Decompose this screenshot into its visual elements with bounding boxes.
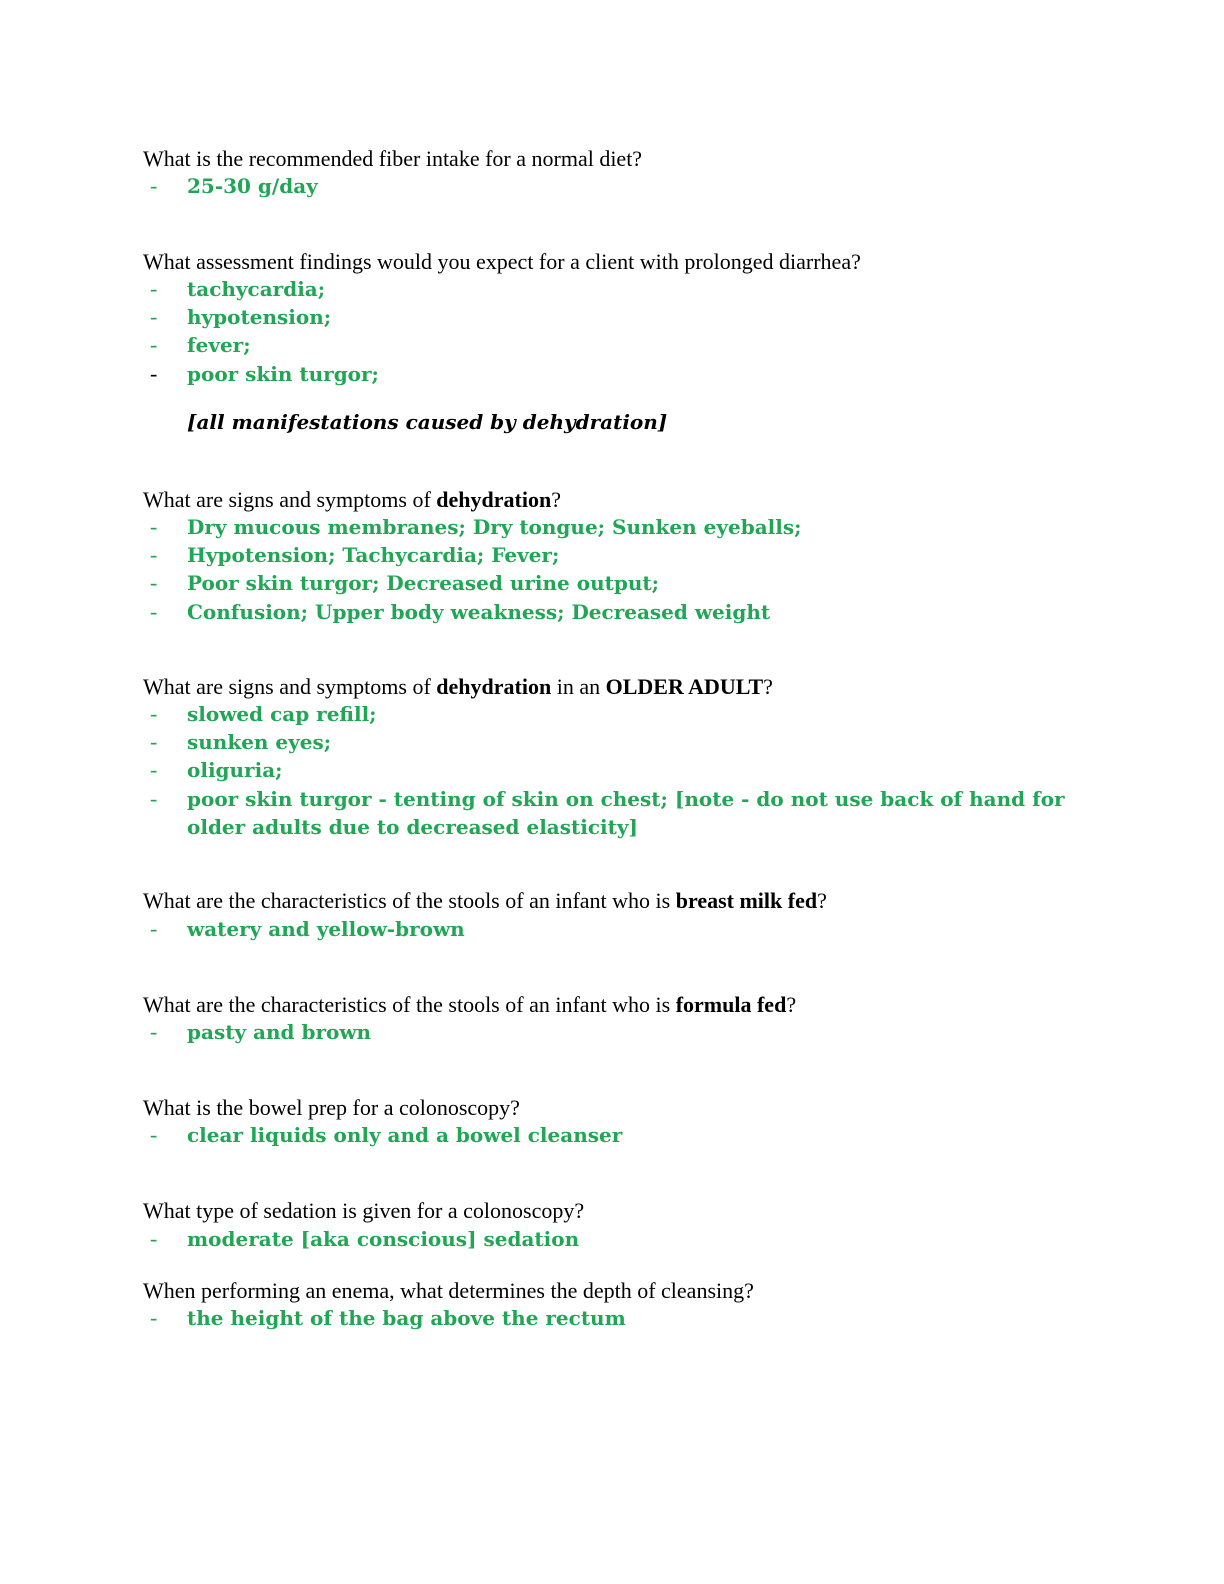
answer-item: - the height of the bag above the rectum	[150, 1305, 626, 1330]
question-dehydration-older-adult: What are signs and symptoms of dehydration in an OLDER ADULT?	[143, 674, 773, 699]
question-dehydration-signs: What are signs and symptoms of dehydration?	[143, 487, 561, 512]
answer-list-sedation-type	[150, 1225, 579, 1253]
answer-item: - Hypotension; Tachycardia; Fever;	[150, 542, 560, 568]
question-enema-depth: When performing an enema, what determines the depth of cleansing?	[143, 1278, 754, 1303]
answer-item: - poor skin turgor - tenting of skin on chest; [note - do not use back of hand for older adults due to decreased elasticity]	[150, 785, 1065, 839]
answer-list-dehydration-signs	[150, 513, 802, 626]
answer-item: - clear liquids only and a bowel cleanser	[150, 1122, 623, 1147]
answer-item: - pasty and brown	[150, 1019, 372, 1044]
answer-item: - moderate [aka conscious] sedation	[150, 1226, 580, 1251]
answer-item: - 25-30 g/day	[150, 173, 318, 198]
question-breast-milk-stools: What are the characteristics of the stools of an infant who is breast milk fed?	[143, 888, 827, 913]
answer-item: - tachycardia;	[150, 276, 326, 301]
answer-item: - Dry mucous membranes; Dry tongue; Sunken eyeballs;	[150, 514, 802, 539]
answer-list-formula-stools	[150, 1018, 371, 1046]
dehydration-note: [all manifestations caused by dehydration]	[187, 410, 668, 434]
answer-list-fiber-intake	[150, 172, 318, 200]
answer-item: - poor skin turgor;	[150, 360, 379, 386]
answer-list-enema-depth	[150, 1304, 626, 1332]
answer-list-dehydration-older-adult	[150, 700, 1065, 841]
answer-item: - slowed cap refill;	[150, 701, 377, 726]
question-formula-stools: What are the characteristics of the stools of an infant who is formula fed?	[143, 992, 797, 1017]
answer-item: - Poor skin turgor; Decreased urine output;	[150, 570, 659, 596]
question-fiber-intake: What is the recommended fiber intake for a normal diet?	[143, 146, 643, 171]
question-bowel-prep: What is the bowel prep for a colonoscopy?	[143, 1095, 520, 1120]
answer-list-bowel-prep	[150, 1121, 622, 1149]
answer-item: - watery and yellow-brown	[150, 916, 465, 941]
answer-item: - hypotension;	[150, 304, 332, 330]
answer-item: - Confusion; Upper body weakness; Decreased weight	[150, 598, 771, 624]
answer-item: - oliguria;	[150, 757, 283, 783]
question-sedation-type: What type of sedation is given for a colonoscopy?	[143, 1198, 585, 1223]
answer-item: - fever;	[150, 332, 251, 358]
answer-item: - sunken eyes;	[150, 729, 332, 755]
question-diarrhea-findings: What assessment findings would you expect for a client with prolonged diarrhea?	[143, 249, 861, 274]
answer-list-breast-milk-stools	[150, 915, 465, 943]
answer-list-diarrhea-findings	[150, 275, 379, 388]
